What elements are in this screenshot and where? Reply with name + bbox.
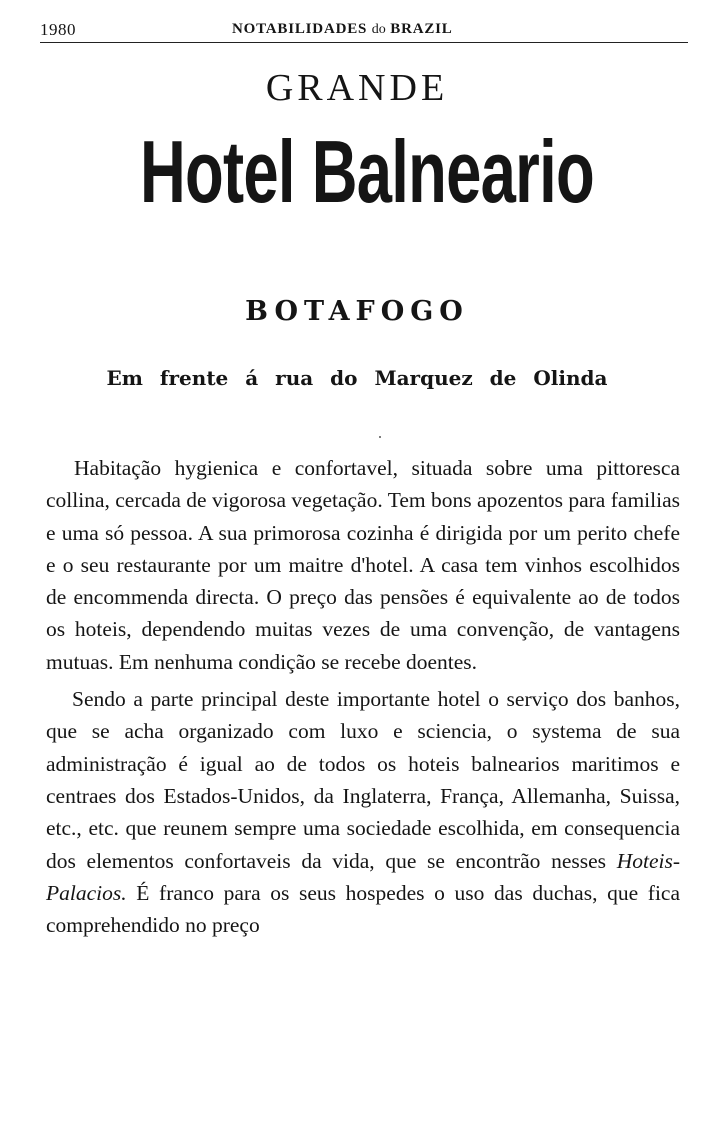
hotel-name-heading: Hotel Balneario [140, 122, 594, 221]
advert-body [46, 452, 680, 941]
running-title [232, 21, 453, 38]
body-paragraph-2 [46, 683, 680, 941]
print-speck [379, 436, 381, 438]
hotel-type-italic: Hoteis-Palacios. [46, 848, 681, 905]
running-title-end: BRAZIL [390, 21, 453, 37]
location-heading: BOTAFOGO [245, 296, 469, 327]
body-paragraph-1: Habitação hygienica e confortavel, situada sobre uma pittoresca collina, cercada de vigorosa vegetação. Tem bons apozentos para familias e uma só pessoa. A sua primorosa cozinha é dirigida por um perito chefe e o seu restaurante por um maitre d'hotel. A casa tem vinhos escolhidos de encommenda directa. O preço das pensões é equivalente ao de todos os hoteis, dependendo muitas vezes de uma convenção, de vantagens mutuas. Em nenhuma condição se recebe doentes. [46, 456, 680, 674]
body-paragraph-2-end: É franco para os seus hospedes o uso das duchas, que fica comprehendido no preço [46, 880, 680, 938]
body-paragraph-2-start: Sendo a parte principal deste importante hotel o serviço dos banhos, que se acha organizado com luxo e sciencia, o systema de sua administração é igual ao de todos os hoteis balnearios maritimos e centraes dos Estados-Unidos, da Inglaterra, França, Allemanha, Suissa, etc., etc. que reunem sempre uma sociedade escolhida, em consequencia dos elementos confortaveis da vida, que se encontrão nesses [46, 687, 680, 873]
header-rule [40, 42, 688, 43]
advert-kicker: GRANDE [265, 67, 449, 109]
page-number: 1980 [40, 20, 76, 39]
running-title-connector: do [371, 22, 386, 37]
address-line: Em frente á rua do Marquez de Olinda [106, 366, 608, 390]
running-title-main: NOTABILIDADES [232, 21, 368, 37]
running-header [40, 20, 688, 42]
